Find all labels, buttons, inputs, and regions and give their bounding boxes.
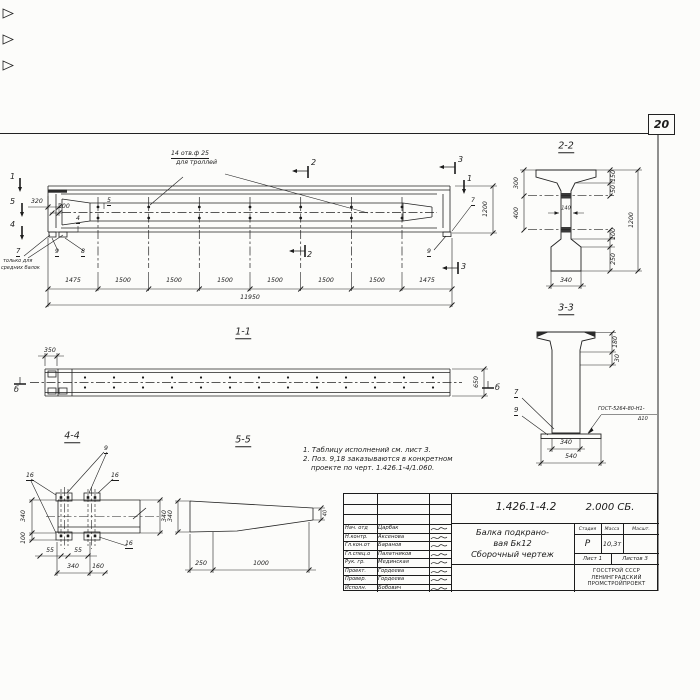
weld-note-line2: Δ10 [638,416,648,422]
pos-16-left: 16 [26,473,34,481]
cut-marks [14,159,494,388]
left-note-line1: только для [3,258,33,264]
note-line-3: проекте по черт. 1.426.1-4/1.060. [311,464,435,472]
dim-100-section: 100 [609,228,617,240]
pos-7-left: 7 [16,247,21,255]
signature-role: Гл.кон.от [345,542,370,548]
view-4-4-label: 4-4 [64,430,80,442]
dim-160-view44: 160 [92,562,104,570]
note-line-1: 1. Таблицу исполнений см. лист 3. [303,446,431,454]
pos-9-view44: 9 [104,446,108,454]
pos-9-section33: 9 [514,406,519,414]
signature-row [344,558,451,567]
section-3-3-label: 3-3 [558,302,574,314]
organization-line2: ЛЕНИНГРАДСКИЙ [591,574,642,581]
dim-50: 50 [609,185,617,193]
dim-400: 400 [512,207,520,219]
dim-150: 150 [609,170,617,182]
dim-140: 140 [561,205,571,212]
organization-line3: ПРОМСТРОЙПРОЕКТ [587,581,646,588]
signature-role: Рук. гр. [345,559,365,565]
dim-1200-section: 1200 [627,212,635,228]
dim-540: 540 [565,452,577,460]
view-1-1-label: 1-1 [235,326,251,338]
dim-spacing: 1475 [419,276,435,284]
section-2-2-label: 2-2 [558,140,574,152]
dim-100-view44: 100 [19,532,27,544]
view-1-1 [38,353,488,396]
section-3-3 [522,332,657,466]
pos-5: 5 [107,198,111,206]
dim-300: 300 [512,177,520,189]
stage-header: Стадия [578,526,597,532]
document-code: 2.000 СБ. [585,502,635,513]
dim-250-view55: 250 [195,559,207,567]
pos-8: 8 [81,249,85,257]
signature-role: Нач. отд [345,525,368,531]
note-line-2: 2. Поз. 9,18 заказываются в конкретном [303,455,453,463]
pos-9-left: 9 [55,249,59,257]
title-block [343,493,658,591]
signature-row [344,550,451,559]
cut-mark-label-1-right: 1 [467,174,473,183]
signature-scribble [430,585,448,592]
dim-spacing: 1475 [65,276,81,284]
dim-350: 350 [44,347,56,354]
holes-note-line1: 14 отв.ф 25 [171,151,209,159]
view-5-5-label: 5-5 [235,434,251,446]
signature-row [344,567,451,576]
drawing-title-line1: Балка подкрано- [476,526,549,537]
dim-spacing: 1500 [115,276,131,284]
dim-200: 200 [58,203,70,210]
signature-role: Исполн. [345,584,367,591]
dim-340-left-view44: 340 [19,510,27,522]
dim-30: 30 [613,354,621,362]
cut-mark-label-5: 5 [10,197,16,206]
document-number: 1.426.1-4.2 [495,501,557,513]
drawing-title [451,523,574,564]
signature-row [344,575,451,584]
signature-name: Гордеева [378,576,405,582]
signature-name: Палатников [378,550,412,557]
view-4-4-bolt-axes [61,489,95,546]
holes-note-line2: для троллей [176,159,217,166]
dim-total: 11950 [240,293,260,301]
dim-1200-elevation: 1200 [481,201,489,217]
organization-line1: ГОССТРОЙ СССР [593,567,640,574]
dim-55-2: 55 [74,546,82,554]
signature-name: Царбак [378,525,399,531]
dim-40-view55: 40 [322,509,329,517]
section-2-2-arrows [555,211,578,214]
signature-row [344,524,451,533]
cut-mark-arrows [18,165,466,270]
drawing-title-line2: вая Бк12 [493,537,532,548]
dim-spacing: 1500 [267,276,283,284]
sheet-number: 20 [648,114,675,135]
organization [574,564,659,592]
dim-spacing: 1500 [217,276,233,284]
dim-spacing: 1500 [166,276,182,284]
signature-role: Н.контр. [345,533,368,540]
signature-name: Гордеева [378,567,405,574]
signature-row [344,541,451,550]
mass-value: 10,3т [602,539,622,548]
signature-scribble [430,576,448,583]
dim-250-section: 250 [609,253,617,265]
title-block-divider [344,504,451,505]
cut-mark-label-3-bottom: 3 [461,262,467,271]
signature-role: Гл.спец.о [345,550,371,557]
dim-650: 650 [472,376,480,388]
signature-scribble [430,525,448,532]
pos-16-bottom: 16 [125,541,133,549]
stage-value: Р [584,538,591,549]
sheets-total: Листов 3 [622,556,648,562]
sheet-count: Лист 1 [582,556,603,562]
title-block-divider [344,514,451,515]
signature-name: Аксенова [378,533,405,540]
pos-9-right: 9 [427,249,431,257]
signature-row [344,533,451,542]
pos-7-section33: 7 [514,388,519,396]
scale-header: Масшт. [632,526,650,532]
weld-note-line1: ГОСТ-5264-80-Н1- [598,406,645,412]
cut-mark-label-3-top: 3 [458,155,464,164]
signature-scribble [430,559,448,566]
dim-340-right-view44: 340 [160,510,168,522]
signature-role: Проект. [345,567,366,574]
fold-mark [3,9,13,70]
dim-1000-view55: 1000 [253,559,269,567]
signature-scribble [430,551,448,558]
left-note-line2: средних балок [1,265,40,271]
pos-16-right: 16 [111,473,119,481]
dim-340-section22: 340 [560,276,572,284]
signature-row [344,584,451,593]
cut-mark-label-2-bottom: 2 [307,250,313,259]
dim-spacing: 1500 [318,276,334,284]
mass-header: Масса [604,526,620,532]
cut-mark-label-2-top: 2 [311,158,317,167]
cut-mark-label-4: 4 [10,220,16,229]
signature-scribble [430,568,448,575]
dim-340-view55: 340 [166,510,174,522]
pos-4: 4 [76,216,80,224]
dim-180: 180 [611,336,619,348]
view-4-4 [29,452,163,576]
signature-name: Баранов [378,542,402,548]
dim-55-1: 55 [46,546,54,554]
drawing-title-line3: Сборочный чертеж [471,549,554,560]
cut-mark-label-b-left: б [14,385,19,394]
pos-7-right: 7 [471,198,475,206]
dim-340-section33: 340 [560,438,572,446]
cut-mark-label-1-left: 1 [10,172,16,181]
cut-mark-label-b-right: б [495,383,500,392]
signature-role: Провер. [345,576,367,582]
dim-340-bottom-view44: 340 [67,562,79,570]
signature-scribble [430,534,448,541]
signature-name: Мединская [378,559,409,565]
dim-spacing: 1500 [369,276,385,284]
beam-elevation [24,174,497,307]
signature-scribble [430,542,448,549]
signature-name: Бобович [378,584,402,591]
dim-320: 320 [31,198,43,205]
